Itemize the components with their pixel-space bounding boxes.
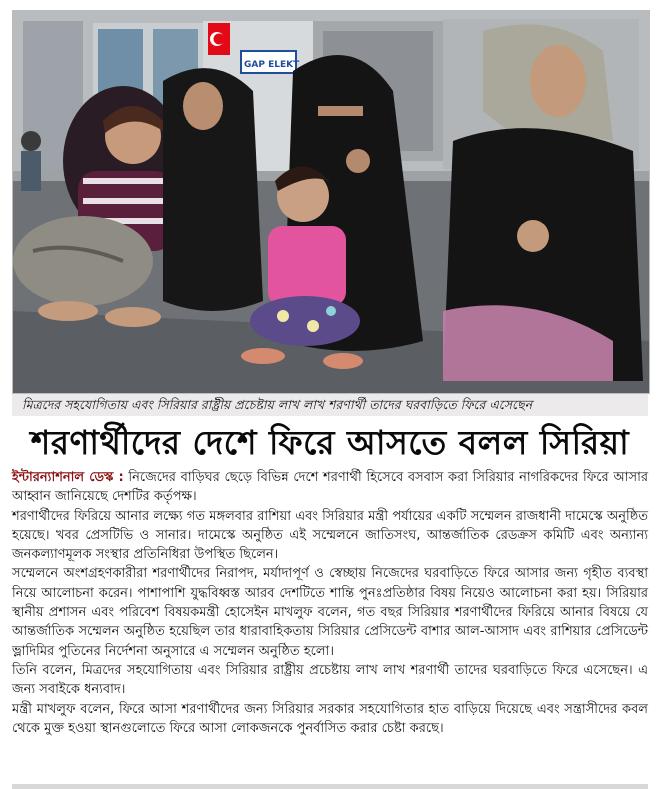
shop-sign-text: GAP ELEKT bbox=[244, 60, 300, 70]
paragraph-4: মন্ত্রী মাখলুফ বলেন, ফিরে আসা শরণার্থীদের জন্য সিরিয়ার সরকার সহযোগিতার হাত বাড়িয়ে দিয়েছে এবং সন্ত্রাসীদের কবল থেকে মুক্ত হওয়া স্থানগুলোতে ফিরে আসা লোকজনকে পুনর্বাসিত করার চেষ্টা করছে। bbox=[12, 701, 648, 736]
dateline: ইন্টারন্যাশনাল ডেস্ক : bbox=[12, 470, 124, 485]
news-photo bbox=[12, 10, 650, 394]
photo-caption: মিত্রদের সহযোগিতায় এবং সিরিয়ার রাষ্ট্রীয় প্রচেষ্টায় লাখ লাখ শরণার্থী তাদের ঘরবাড়িতে ফিরে এসেছেন bbox=[12, 394, 648, 416]
paragraph-2: সম্মেলনে অংশগ্রহণকারীরা শরণার্থীদের নিরাপদ, মর্যাদাপূর্ণ ও স্বেচ্ছায় নিজেদের ঘরবাড়িতে ফিরে আসার জন্য গৃহীত ব্যবস্থা নিয়ে আলোচনা করেন। পাশাপাশি যুদ্ধবিধ্বস্ত আরব দেশটিতে শান্তি পুনঃপ্রতিষ্ঠার বিষয় নিয়েও আলোচনা করা হয়। সিরিয়ার স্থানীয় প্রশাসন এবং পরিবেশ বিষয়কমন্ত্রী হোসেইন মাখলুফ বলেন, গত বছর সিরিয়ার শরণার্থীদের ফিরিয়ে আনার বিষয়ে যে আন্তর্জাতিক সম্মেলন অনুষ্ঠিত হয়েছিল তার ধারাবাহিকতায় সিরিয়ার প্রেসিডেন্ট বাশার আল-আসাদ এবং রাশিয়ার প্রেসিডেন্ট ভ্লাদিমির পুতিনের নির্দেশনা অনুসারে এ সম্মেলন অনুষ্ঠিত হলো। bbox=[12, 566, 648, 659]
article-body bbox=[12, 468, 648, 738]
lead-text: নিজেদের বাড়িঘর ছেড়ে বিভিন্ন দেশে শরণার্থী হিসেবে বসবাস করা সিরিয়ার নাগরিকদের ফিরে আসার আহ্বান জানিয়েছে দেশটির কর্তৃপক্ষ। bbox=[12, 470, 649, 505]
bottom-rule bbox=[12, 784, 648, 789]
headline: শরণার্থীদের দেশে ফিরে আসতে বলল সিরিয়া bbox=[30, 423, 630, 462]
lead-paragraph bbox=[12, 468, 648, 507]
paragraph-3: তিনি বলেন, মিত্রদের সহযোগিতায় এবং সিরিয়ার রাষ্ট্রীয় প্রচেষ্টায় লাখ লাখ শরণার্থী তাদের ঘরবাড়িতে ফিরে এসেছেন। এ জন্য সবাইকে ধন্যবাদ। bbox=[12, 662, 648, 698]
paragraph-1: শরণার্থীদের ফিরিয়ে আনার লক্ষ্যে গত মঙ্গলবার রাশিয়া এবং সিরিয়ার মন্ত্রী পর্যায়ের একটি সম্মেলন রাজধানী দামেস্কে অনুষ্ঠিত হয়েছে। খবর প্রেসটিভি ও সানার। দামেস্কে অনুষ্ঠিত এই সম্মেলনে জাতিসংঘ, আন্তর্জাতিক রেডক্রস কমিটি এবং অন্যান্য জনকল্যাণমূলক সংস্থার প্রতিনিধিরা উপস্থিত ছিলেন। bbox=[12, 508, 648, 563]
